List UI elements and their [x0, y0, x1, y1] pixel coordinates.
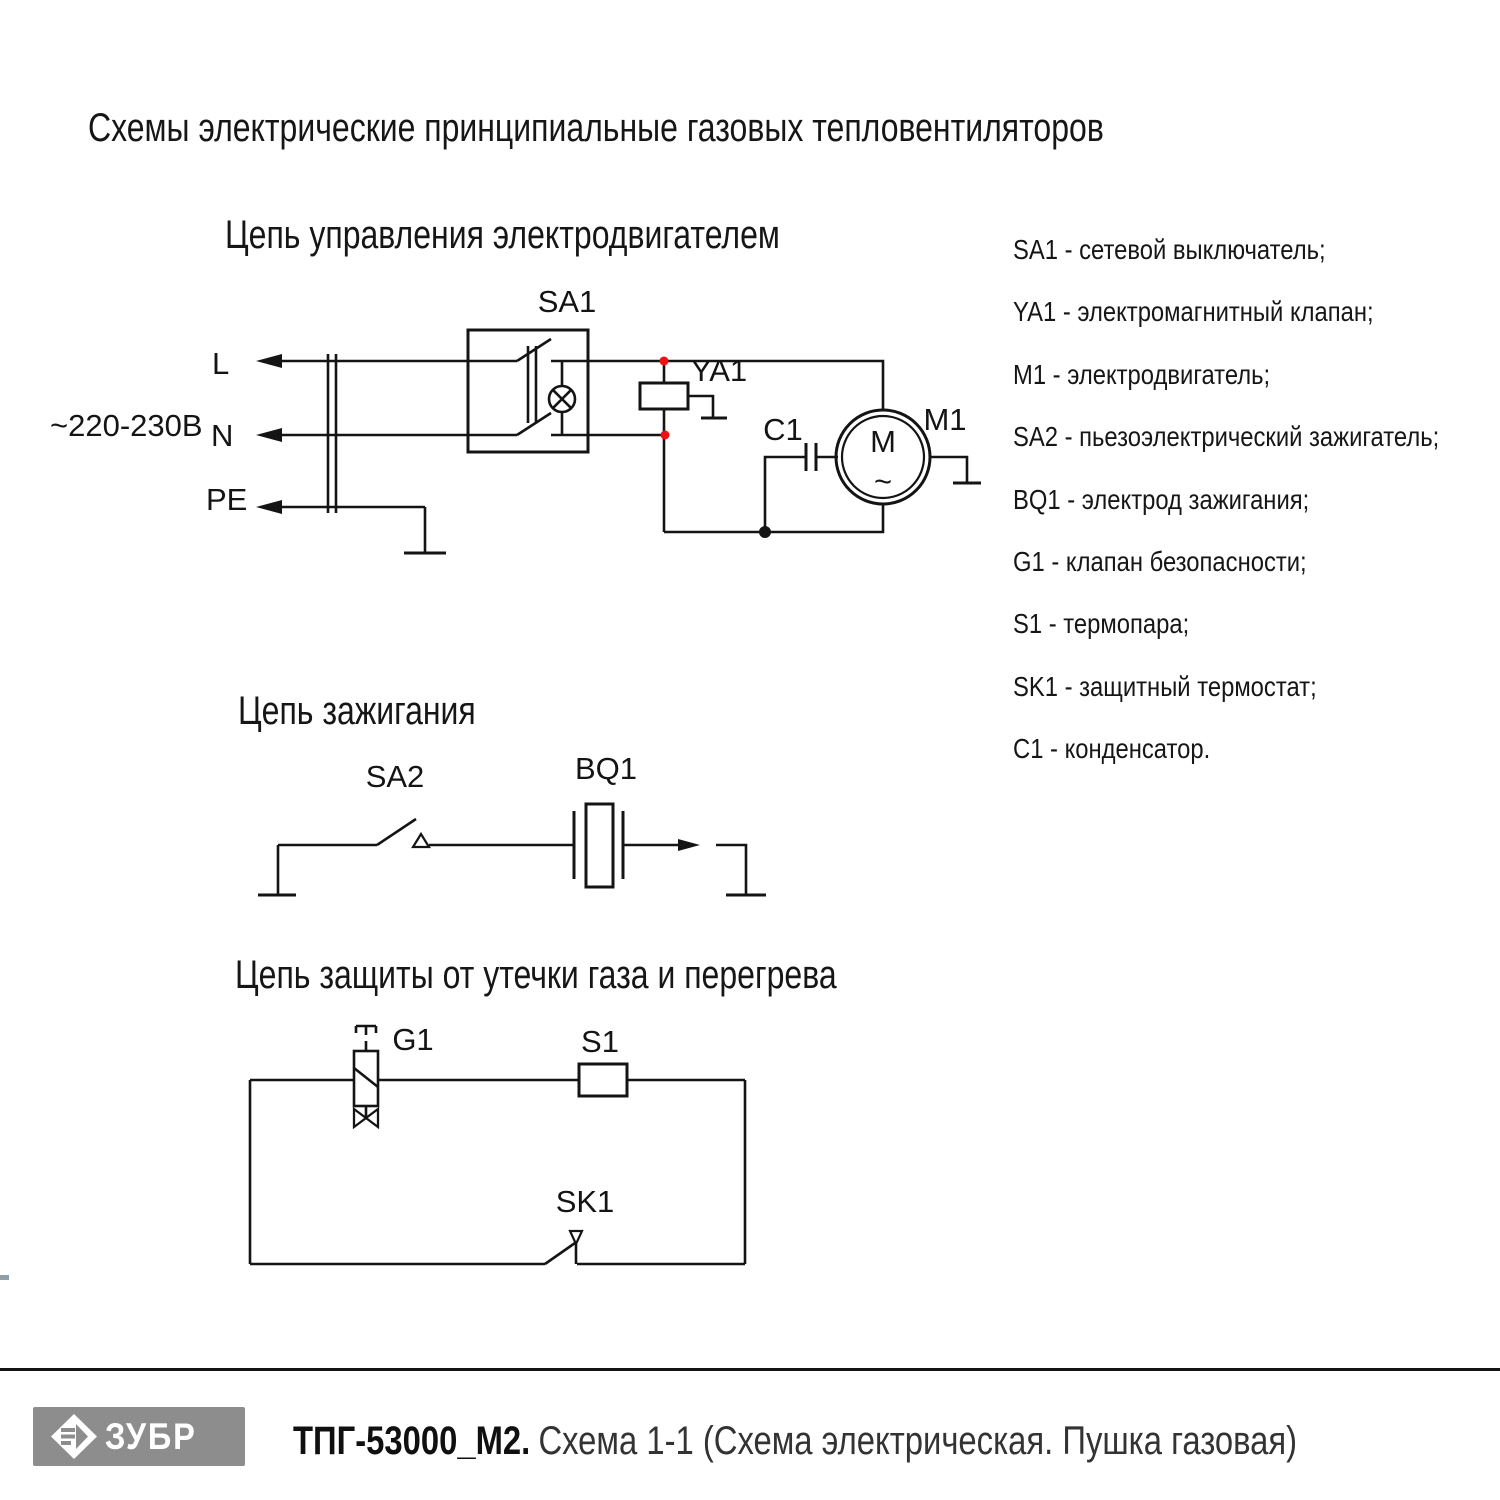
footer-caption-row: [293, 1419, 1297, 1464]
ya1-label: YA1: [690, 353, 748, 388]
legend-item-s1: S1 - термопара;: [1013, 608, 1190, 640]
legend-item-m1: M1 - электродвигатель;: [1013, 358, 1271, 390]
arrow-left-l: [256, 354, 282, 368]
sk1-thermostat-symbol: [545, 1231, 582, 1264]
pe-ground-symbol: [404, 507, 446, 553]
wire-bottom: [664, 504, 883, 532]
legend-item-sk1: SK1 - защитный термостат;: [1013, 670, 1317, 702]
footer-separator-line: [0, 1368, 1500, 1371]
section-title-protection: Цепь защиты от утечки газа и перегрева: [235, 953, 837, 997]
legend-item-sa1: SA1 - сетевой выключатель;: [1013, 234, 1326, 265]
legend: [1013, 230, 1500, 792]
footer-caption: Схема 1-1 (Схема электрическая. Пушка газовая): [538, 1419, 1298, 1463]
page-title: Схемы электрические принципиальные газовых тепловентиляторов: [88, 106, 1104, 150]
legend-item-g1: G1 - клапан безопасности;: [1013, 545, 1307, 577]
g1-label: G1: [392, 1022, 434, 1057]
legend-item-c1: C1 - конденсатор.: [1013, 733, 1211, 765]
junction-dot-red-bottom: [661, 431, 670, 440]
c1-capacitor-symbol: [765, 443, 838, 532]
arrow-left-pe: [256, 500, 282, 514]
motor-ac-label: ~: [873, 464, 893, 499]
voltage-label: ~220-230В: [50, 408, 203, 443]
motor-control-circuit-diagram: [0, 270, 1010, 590]
footer-model: ТПГ-53000_М2.: [293, 1419, 531, 1463]
right-ground-symbol: [716, 845, 766, 895]
arrow-left-n: [256, 428, 282, 442]
s1-label: S1: [581, 1024, 619, 1059]
bq1-label: BQ1: [574, 751, 638, 786]
terminal-l-label: L: [212, 346, 230, 381]
sk1-label: SK1: [555, 1184, 615, 1219]
section-title-ignition: Цепь зажигания: [238, 689, 476, 733]
s1-thermocouple-symbol: [579, 1064, 627, 1096]
m1-label: M1: [923, 402, 967, 437]
sa2-label: SA2: [365, 759, 425, 794]
junction-dot-red-top: [660, 357, 669, 366]
sa1-label: SA1: [537, 284, 597, 319]
legend-item-ya1: YA1 - электромагнитный клапан;: [1013, 296, 1374, 328]
junction-dot-black: [759, 526, 771, 538]
motor-letter-label: М: [870, 424, 896, 459]
legend-item-bq1: BQ1 - электрод зажигания;: [1013, 483, 1310, 515]
zubr-logo-diamond-icon: [43, 1407, 105, 1466]
c1-label: C1: [763, 412, 803, 447]
sa2-switch-symbol: [377, 819, 429, 847]
section-title-motor-control: Цепь управления электродвигателем: [225, 213, 780, 257]
left-ground-symbol: [258, 845, 296, 895]
g1-valve-symbol: [354, 1026, 378, 1127]
ignition-circuit-diagram: [200, 735, 800, 915]
terminal-pe-label: PE: [206, 482, 248, 517]
edge-artifact-dash: [0, 1275, 9, 1280]
bq1-piezo-symbol: [574, 804, 623, 887]
legend-item-sa2: SA2 - пьезоэлектрический зажигатель;: [1013, 421, 1440, 453]
zubr-logo-text: ЗУБР: [105, 1415, 197, 1457]
plug-connector-symbol: [328, 354, 336, 513]
spark-arrow: [678, 839, 700, 851]
protection-circuit-diagram: [200, 1010, 800, 1300]
terminal-n-label: N: [211, 418, 234, 453]
zubr-logo: [33, 1407, 245, 1466]
